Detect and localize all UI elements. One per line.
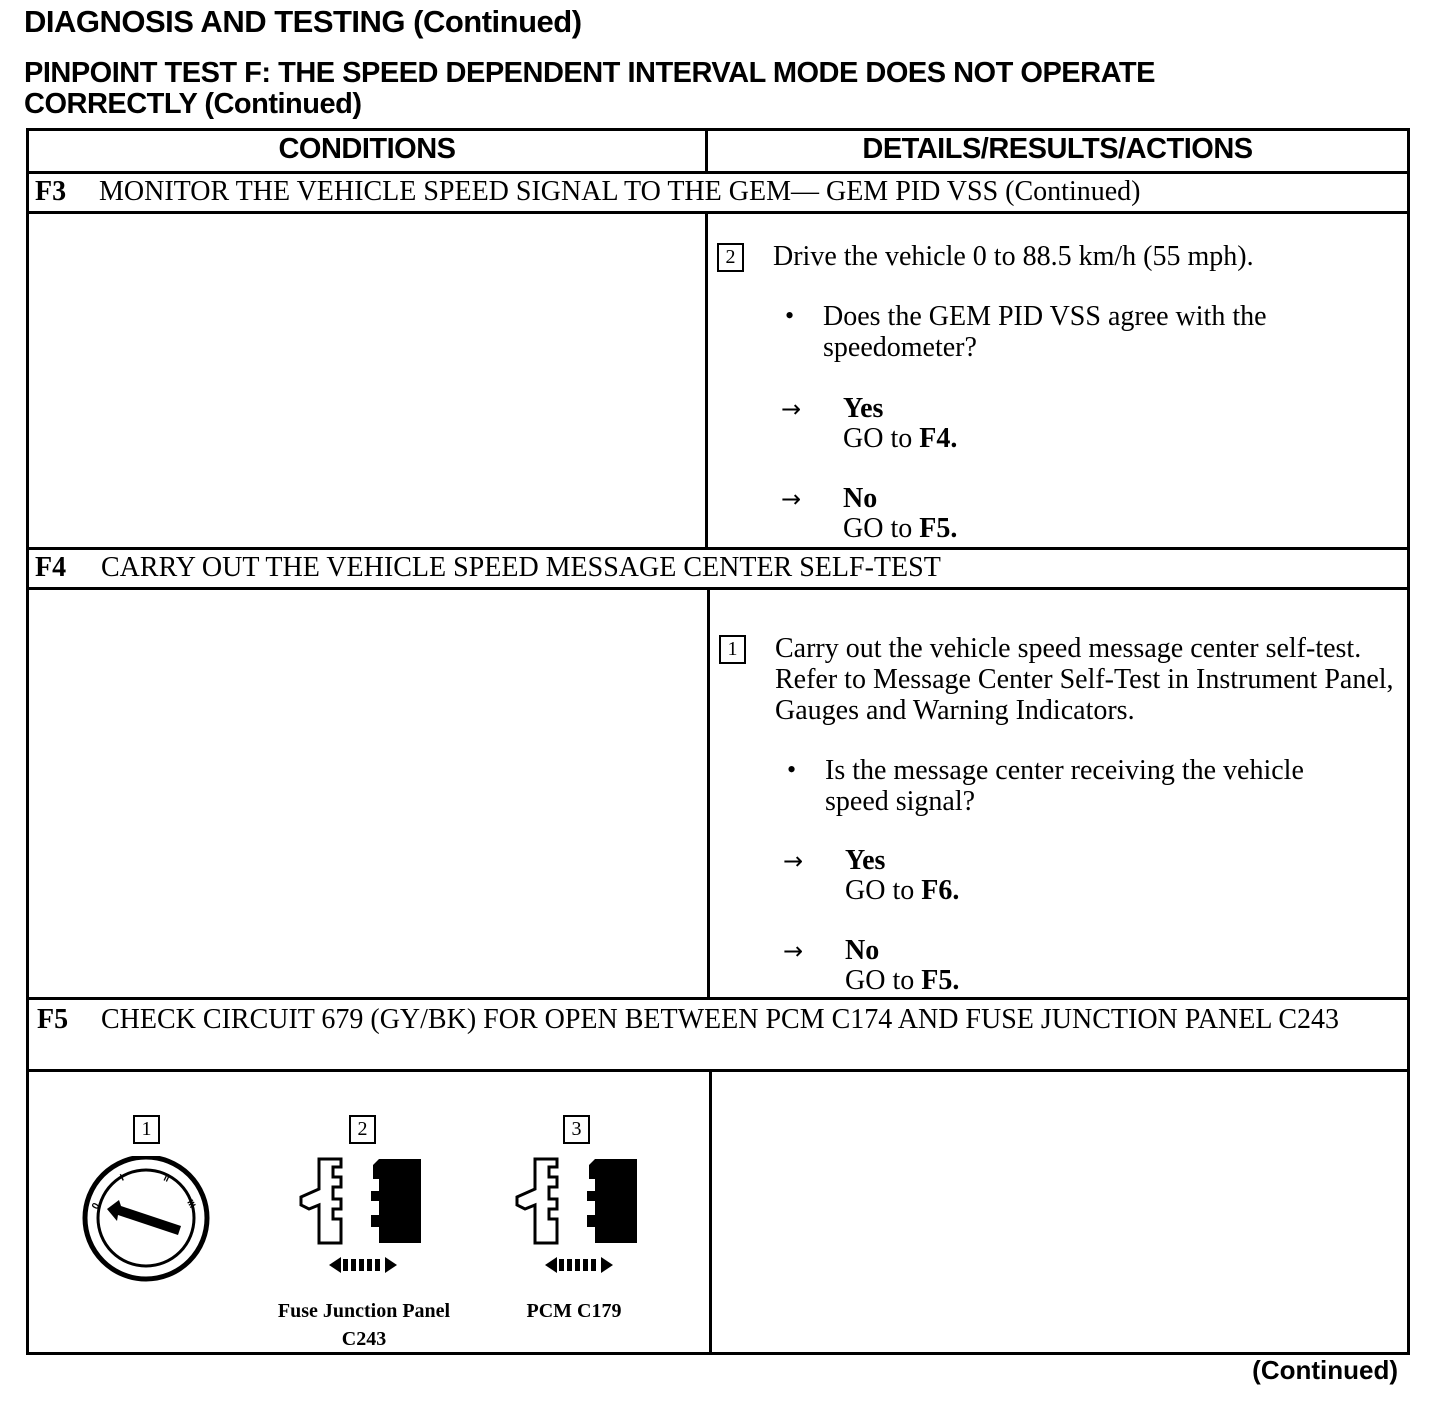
rule-f5-title-bottom: [29, 1069, 1407, 1072]
f4-no-action: [845, 965, 959, 996]
rule-header-bottom: [29, 171, 1407, 174]
f5-figure-3-number: 3: [563, 1115, 590, 1144]
divider-f5: [709, 1069, 712, 1352]
f4-no-target-link[interactable]: F5.: [921, 965, 960, 996]
f3-question: Does the GEM PID VSS agree with the speedometer?: [823, 301, 1267, 363]
f5-step-id: F5: [37, 1004, 69, 1035]
f4-step-id: F4: [35, 552, 67, 583]
f4-bullet: •: [787, 755, 797, 784]
f4-yes-arrow-icon: →: [783, 847, 804, 875]
rule-f3-title-bottom: [29, 211, 1407, 214]
ignition-switch-icon: [81, 1156, 211, 1286]
divider-f3: [705, 211, 708, 547]
f3-step-number-box: 2: [717, 243, 744, 272]
ign-label-0: 0: [90, 1201, 103, 1212]
f4-step-number-box: 1: [719, 635, 746, 664]
f3-bullet: •: [785, 301, 795, 330]
f3-no-action: [843, 513, 957, 544]
ign-label-1: I: [118, 1172, 126, 1184]
f3-yes-label: Yes: [843, 393, 884, 424]
f3-yes-arrow-icon: →: [781, 395, 802, 423]
f3-step-id: F3: [35, 176, 67, 207]
column-header-details: DETAILS/RESULTS/ACTIONS: [862, 133, 1253, 165]
f5-figure-3-caption: PCM C179: [526, 1300, 622, 1322]
f3-no-goto: GO to: [843, 513, 920, 544]
connector-disconnect-icon: [509, 1157, 645, 1287]
rule-f5-title-top: [29, 997, 1407, 1000]
f3-no-arrow-icon: →: [781, 485, 802, 513]
f5-figure-1-number: 1: [133, 1115, 160, 1144]
f3-no-target-link[interactable]: F5.: [919, 513, 958, 544]
rule-f4-title-bottom: [29, 587, 1407, 590]
f4-no-label: No: [845, 935, 880, 966]
f4-yes-goto: GO to: [845, 875, 922, 906]
connector-disconnect-icon: [293, 1157, 429, 1287]
f4-yes-action: [845, 875, 959, 906]
f4-step-text: Carry out the vehicle speed message center self-test. Refer to Message Center Self-Test in Instrument Panel, Gauges and Warning Indicators.: [775, 633, 1394, 726]
f4-question: Is the message center receiving the vehicle speed signal?: [825, 755, 1304, 817]
f3-step-text: Drive the vehicle 0 to 88.5 km/h (55 mph).: [773, 241, 1254, 272]
test-subtitle: PINPOINT TEST F: THE SPEED DEPENDENT INTERVAL MODE DOES NOT OPERATE CORRECTLY (Continued): [24, 57, 1155, 120]
page-title: DIAGNOSIS AND TESTING (Continued): [24, 4, 582, 39]
f3-no-label: No: [843, 483, 878, 514]
divider-f4: [707, 587, 710, 997]
f4-yes-label: Yes: [845, 845, 886, 876]
f5-title: CHECK CIRCUIT 679 (GY/BK) FOR OPEN BETWEEN PCM C174 AND FUSE JUNCTION PANEL C243: [101, 1004, 1340, 1035]
f3-yes-goto: GO to: [843, 423, 920, 454]
f3-yes-action: [843, 423, 957, 454]
column-header-conditions: CONDITIONS: [278, 133, 456, 165]
f5-figure-2-caption: Fuse Junction Panel C243: [277, 1300, 451, 1350]
f4-no-arrow-icon: →: [783, 937, 804, 965]
rule-f4-title-top: [29, 547, 1407, 550]
continued-note: (Continued): [1252, 1355, 1398, 1385]
ign-label-3: III: [185, 1198, 198, 1210]
f4-title: CARRY OUT THE VEHICLE SPEED MESSAGE CENTER SELF-TEST: [101, 552, 941, 583]
f4-no-goto: GO to: [845, 965, 922, 996]
f3-title: MONITOR THE VEHICLE SPEED SIGNAL TO THE GEM— GEM PID VSS (Continued): [99, 176, 1141, 207]
f5-figure-2-number: 2: [349, 1115, 376, 1144]
pinpoint-test-table: [26, 128, 1410, 1355]
f3-yes-target-link[interactable]: F4.: [919, 423, 958, 454]
ign-label-2: II: [162, 1172, 171, 1184]
f4-yes-target-link[interactable]: F6.: [921, 875, 960, 906]
